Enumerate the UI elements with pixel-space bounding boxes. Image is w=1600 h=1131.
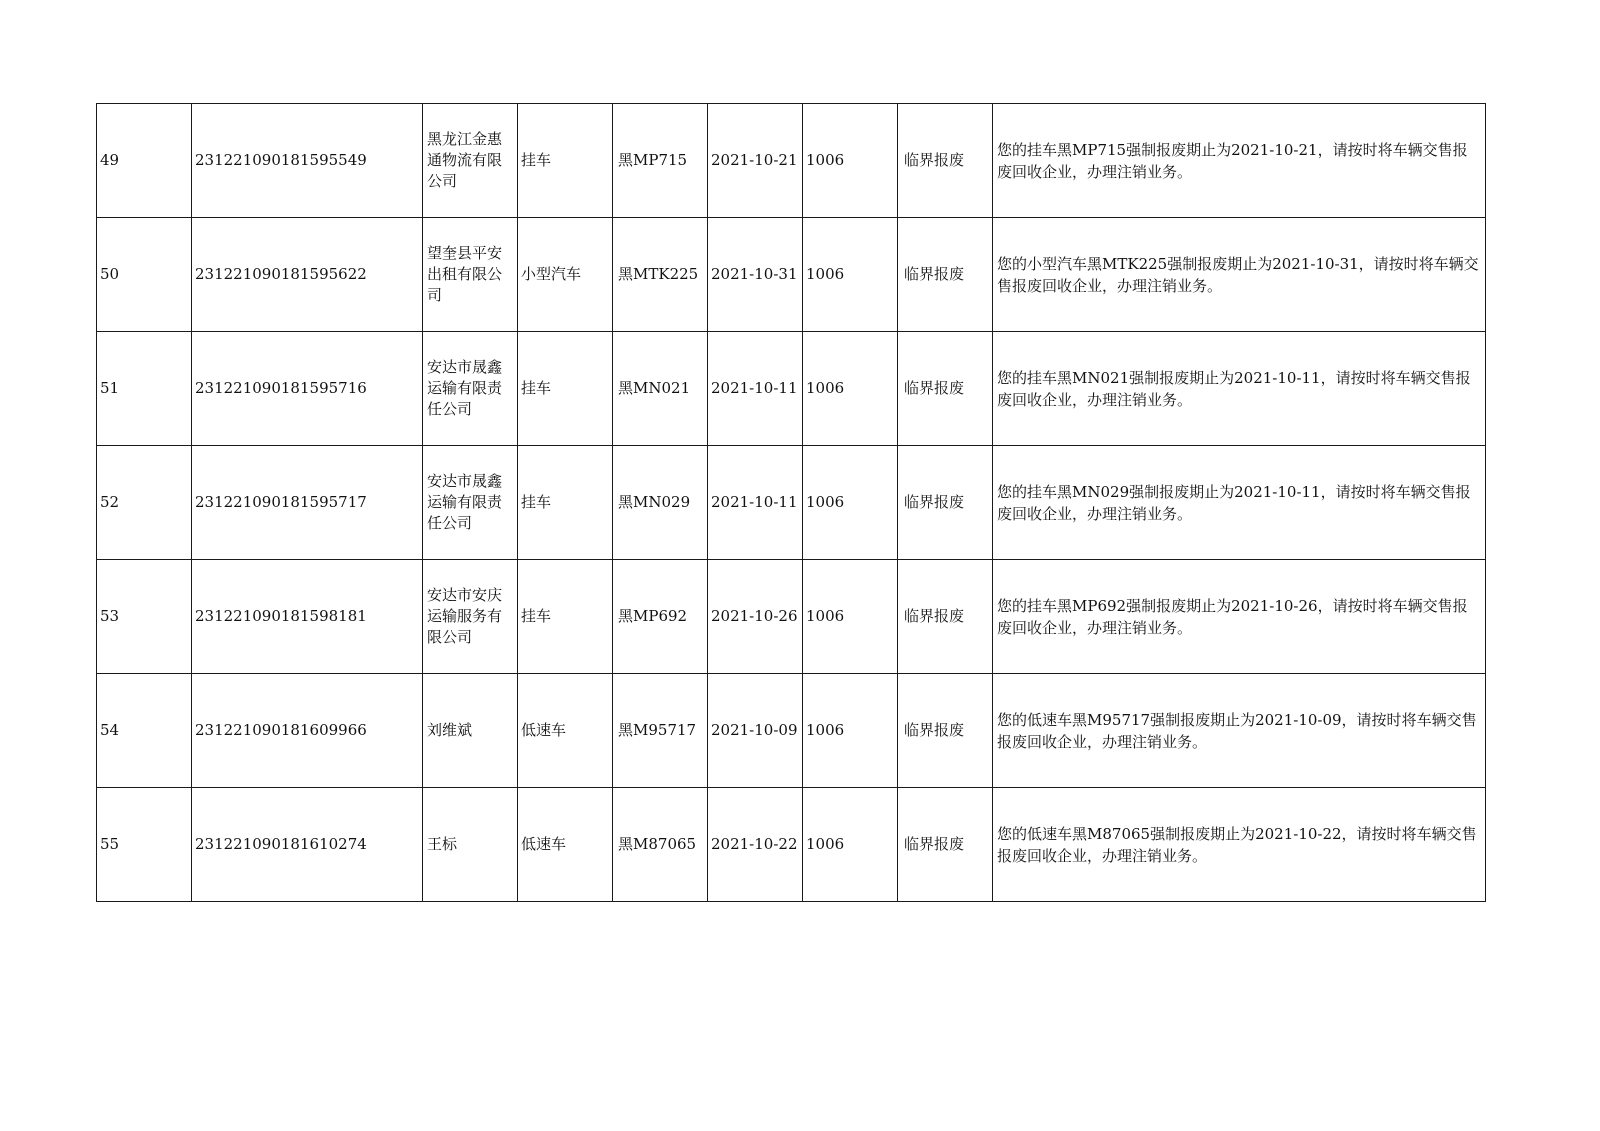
vehicle-type: 小型汽车	[518, 218, 613, 332]
plate-number: 黑MTK225	[613, 218, 708, 332]
table-row	[97, 788, 1486, 902]
notice-message: 您的低速车黑M87065强制报废期止为2021-10-22，请按时将车辆交售报废回收企业，办理注销业务。	[993, 788, 1486, 902]
status-code: 1006	[803, 788, 898, 902]
status-text: 临界报废	[898, 788, 993, 902]
status-code: 1006	[803, 332, 898, 446]
record-code: 231221090181595549	[192, 104, 423, 218]
status-text: 临界报废	[898, 218, 993, 332]
plate-number: 黑M87065	[613, 788, 708, 902]
scrap-date: 2021-10-11	[708, 332, 803, 446]
vehicle-type: 挂车	[518, 104, 613, 218]
row-index: 52	[97, 446, 192, 560]
row-index: 51	[97, 332, 192, 446]
table-row	[97, 446, 1486, 560]
row-index: 50	[97, 218, 192, 332]
table-row	[97, 560, 1486, 674]
record-code: 231221090181595622	[192, 218, 423, 332]
scrap-date: 2021-10-11	[708, 446, 803, 560]
scrap-date: 2021-10-31	[708, 218, 803, 332]
record-code: 231221090181610274	[192, 788, 423, 902]
plate-number: 黑MP715	[613, 104, 708, 218]
record-code: 231221090181609966	[192, 674, 423, 788]
notice-message: 您的小型汽车黑MTK225强制报废期止为2021-10-31，请按时将车辆交售报废回收企业，办理注销业务。	[993, 218, 1486, 332]
status-text: 临界报废	[898, 560, 993, 674]
row-index: 54	[97, 674, 192, 788]
notice-message: 您的挂车黑MN029强制报废期止为2021-10-11，请按时将车辆交售报废回收企业，办理注销业务。	[993, 446, 1486, 560]
row-index: 55	[97, 788, 192, 902]
notice-message: 您的挂车黑MP715强制报废期止为2021-10-21，请按时将车辆交售报废回收企业，办理注销业务。	[993, 104, 1486, 218]
row-index: 49	[97, 104, 192, 218]
status-text: 临界报废	[898, 446, 993, 560]
status-code: 1006	[803, 218, 898, 332]
status-code: 1006	[803, 104, 898, 218]
status-code: 1006	[803, 446, 898, 560]
owner-name: 刘维斌	[423, 674, 518, 788]
plate-number: 黑M95717	[613, 674, 708, 788]
owner-name: 安达市晟鑫运输有限责任公司	[423, 332, 518, 446]
vehicle-type: 挂车	[518, 332, 613, 446]
record-code: 231221090181595717	[192, 446, 423, 560]
vehicle-type: 挂车	[518, 446, 613, 560]
record-code: 231221090181595716	[192, 332, 423, 446]
table-row	[97, 674, 1486, 788]
table-row	[97, 332, 1486, 446]
owner-name: 王标	[423, 788, 518, 902]
status-code: 1006	[803, 560, 898, 674]
scrap-date: 2021-10-26	[708, 560, 803, 674]
vehicle-type: 低速车	[518, 788, 613, 902]
status-text: 临界报废	[898, 104, 993, 218]
table-row	[97, 218, 1486, 332]
record-code: 231221090181598181	[192, 560, 423, 674]
owner-name: 安达市晟鑫运输有限责任公司	[423, 446, 518, 560]
scrap-date: 2021-10-09	[708, 674, 803, 788]
owner-name: 望奎县平安出租有限公司	[423, 218, 518, 332]
notice-message: 您的低速车黑M95717强制报废期止为2021-10-09，请按时将车辆交售报废回收企业，办理注销业务。	[993, 674, 1486, 788]
plate-number: 黑MN029	[613, 446, 708, 560]
vehicle-type: 挂车	[518, 560, 613, 674]
owner-name: 黑龙江金惠通物流有限公司	[423, 104, 518, 218]
scrap-date: 2021-10-21	[708, 104, 803, 218]
notice-message: 您的挂车黑MP692强制报废期止为2021-10-26，请按时将车辆交售报废回收企业，办理注销业务。	[993, 560, 1486, 674]
status-text: 临界报废	[898, 332, 993, 446]
table-row	[97, 104, 1486, 218]
status-text: 临界报废	[898, 674, 993, 788]
vehicle-type: 低速车	[518, 674, 613, 788]
plate-number: 黑MP692	[613, 560, 708, 674]
row-index: 53	[97, 560, 192, 674]
owner-name: 安达市安庆运输服务有限公司	[423, 560, 518, 674]
table-body	[97, 104, 1486, 902]
plate-number: 黑MN021	[613, 332, 708, 446]
status-code: 1006	[803, 674, 898, 788]
vehicle-scrap-table	[96, 103, 1486, 902]
scrap-date: 2021-10-22	[708, 788, 803, 902]
notice-message: 您的挂车黑MN021强制报废期止为2021-10-11，请按时将车辆交售报废回收企业，办理注销业务。	[993, 332, 1486, 446]
